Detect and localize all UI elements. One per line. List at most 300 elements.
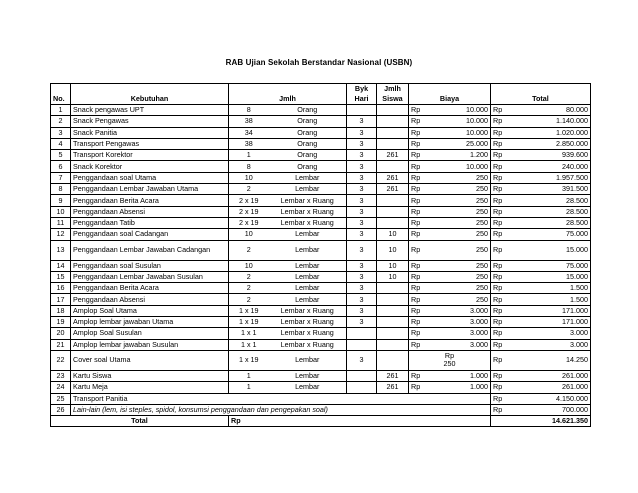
row-item: Amplop lembar jawaban Susulan: [71, 339, 229, 350]
row-qty: 2: [229, 271, 269, 282]
row-hari: 3: [347, 294, 377, 305]
row-item: Transport Pengawas: [71, 138, 229, 149]
row-hari: 3: [347, 138, 377, 149]
row-biaya-currency: Rp: [409, 217, 429, 228]
row-total: 75.000: [511, 229, 591, 240]
row-total-currency: Rp: [491, 172, 511, 183]
table-row: [51, 271, 591, 282]
row-qty: 2: [229, 184, 269, 195]
row-total: 261.000: [511, 382, 591, 393]
row-total-currency: Rp: [491, 404, 511, 415]
row-total-currency: Rp: [491, 271, 511, 282]
row-total: 1.140.000: [511, 116, 591, 127]
row-hari: 3: [347, 229, 377, 240]
table-row: [51, 305, 591, 316]
header-biaya: Biaya: [409, 94, 491, 105]
table-row: [51, 283, 591, 294]
row-hari: 3: [347, 260, 377, 271]
header-spacer: [409, 84, 429, 95]
row-item: Transport Panitia: [71, 393, 491, 404]
row-number: 4: [51, 138, 71, 149]
row-biaya-currency: Rp: [409, 138, 429, 149]
row-item: Snack pengawas UPT: [71, 105, 229, 116]
table-row: [51, 294, 591, 305]
table-row: [51, 393, 591, 404]
row-biaya: 250: [429, 271, 491, 282]
header-jmlh-siswa-top: Jmlh: [377, 84, 409, 95]
row-total: 1.957.500: [511, 172, 591, 183]
row-qty: 10: [229, 172, 269, 183]
row-item: Penggandaan Absensi: [71, 294, 229, 305]
row-total-currency: Rp: [491, 116, 511, 127]
row-qty: 8: [229, 105, 269, 116]
table-row: [51, 328, 591, 339]
row-qty: 1 x 19: [229, 350, 269, 370]
row-total: 15.000: [511, 271, 591, 282]
row-siswa: 10: [377, 271, 409, 282]
row-number: 23: [51, 370, 71, 381]
row-biaya: 250: [429, 184, 491, 195]
row-biaya-currency: Rp: [409, 172, 429, 183]
row-number: 21: [51, 339, 71, 350]
row-item: Amplop Soal Utama: [71, 305, 229, 316]
row-number: 1: [51, 105, 71, 116]
row-siswa: 261: [377, 184, 409, 195]
row-qty: 34: [229, 127, 269, 138]
header-row-2: [51, 94, 591, 105]
row-biaya-currency: Rp: [409, 339, 429, 350]
row-total: 3.000: [511, 339, 591, 350]
table-row: [51, 138, 591, 149]
row-qty: 1: [229, 370, 269, 381]
row-total: 1.020.000: [511, 127, 591, 138]
row-hari: 3: [347, 240, 377, 260]
row-siswa: [377, 305, 409, 316]
row-biaya: 25.000: [429, 138, 491, 149]
row-number: 16: [51, 283, 71, 294]
row-hari: 3: [347, 195, 377, 206]
row-biaya-currency: Rp: [409, 328, 429, 339]
row-siswa: [377, 283, 409, 294]
row-total: 4.150.000: [511, 393, 591, 404]
row-siswa: [377, 116, 409, 127]
row-hari: 3: [347, 271, 377, 282]
row-hari: 3: [347, 305, 377, 316]
row-item: Transport Korektor: [71, 150, 229, 161]
table-row: [51, 206, 591, 217]
budget-table: [50, 83, 591, 427]
row-total: 28.500: [511, 217, 591, 228]
total-label: Total: [51, 416, 229, 427]
row-unit: Lembar x Ruang: [269, 317, 347, 328]
row-total: 75.000: [511, 260, 591, 271]
row-total-currency: Rp: [491, 317, 511, 328]
row-item: Penggandaan soal Susulan: [71, 260, 229, 271]
row-qty: 1 x 1: [229, 339, 269, 350]
row-unit: Lembar: [269, 184, 347, 195]
row-siswa: [377, 294, 409, 305]
table-row: [51, 260, 591, 271]
row-number: 19: [51, 317, 71, 328]
row-hari: [347, 105, 377, 116]
table-row: [51, 404, 591, 415]
row-item: Penggandaan Absensi: [71, 206, 229, 217]
row-number: 10: [51, 206, 71, 217]
row-total: 171.000: [511, 317, 591, 328]
row-number: 6: [51, 161, 71, 172]
row-total-currency: Rp: [491, 283, 511, 294]
row-total: 3.000: [511, 328, 591, 339]
row-total-currency: Rp: [491, 138, 511, 149]
row-item: Snack Korektor: [71, 161, 229, 172]
header-spacer: [51, 84, 71, 95]
row-total-currency: Rp: [491, 350, 511, 370]
row-siswa: [377, 195, 409, 206]
row-qty: 38: [229, 116, 269, 127]
total-value: 14.621.350: [491, 416, 591, 427]
row-total-currency: Rp: [491, 294, 511, 305]
row-hari: [347, 370, 377, 381]
row-total-currency: Rp: [491, 305, 511, 316]
row-biaya-currency: Rp: [409, 271, 429, 282]
row-total-currency: Rp: [491, 184, 511, 195]
row-number: 26: [51, 404, 71, 415]
table-row: [51, 172, 591, 183]
row-unit: Orang: [269, 127, 347, 138]
row-unit: Orang: [269, 150, 347, 161]
row-biaya: 10.000: [429, 127, 491, 138]
row-biaya-currency: Rp: [409, 229, 429, 240]
row-biaya: 3.000: [429, 317, 491, 328]
row-siswa: 261: [377, 370, 409, 381]
total-row: [51, 416, 591, 427]
row-item: Snack Pengawas: [71, 116, 229, 127]
row-qty: 1: [229, 150, 269, 161]
row-biaya-currency: Rp: [409, 240, 429, 260]
row-biaya-currency: Rp: [409, 195, 429, 206]
row-hari: 3: [347, 283, 377, 294]
header-siswa: Siswa: [377, 94, 409, 105]
row-biaya: 1.000: [429, 370, 491, 381]
row-total-currency: Rp: [491, 206, 511, 217]
row-siswa: [377, 161, 409, 172]
row-qty: 1 x 1: [229, 328, 269, 339]
row-number: 18: [51, 305, 71, 316]
row-biaya: 250: [429, 172, 491, 183]
row-qty: 8: [229, 161, 269, 172]
row-siswa: [377, 138, 409, 149]
row-biaya-stacked: [409, 350, 491, 370]
table-row: [51, 229, 591, 240]
row-item: Penggandaan Lembar Jawaban Susulan: [71, 271, 229, 282]
row-total-currency: Rp: [491, 150, 511, 161]
row-number: 17: [51, 294, 71, 305]
row-hari: 3: [347, 206, 377, 217]
row-siswa: [377, 317, 409, 328]
row-biaya: 3.000: [429, 339, 491, 350]
header-spacer: [511, 84, 591, 95]
row-unit: Orang: [269, 116, 347, 127]
row-unit: Lembar x Ruang: [269, 305, 347, 316]
row-total: 2.850.000: [511, 138, 591, 149]
table-row: [51, 195, 591, 206]
row-unit: Lembar: [269, 229, 347, 240]
row-number: 20: [51, 328, 71, 339]
row-total-currency: Rp: [491, 127, 511, 138]
row-total-currency: Rp: [491, 370, 511, 381]
row-biaya: 250: [429, 294, 491, 305]
header-spacer: [491, 84, 511, 95]
row-unit: Lembar: [269, 350, 347, 370]
row-unit: Lembar x Ruang: [269, 206, 347, 217]
header-row-1: [51, 84, 591, 95]
row-hari: 3: [347, 217, 377, 228]
row-hari: 3: [347, 127, 377, 138]
row-biaya: 10.000: [429, 116, 491, 127]
row-item: Amplop Soal Susulan: [71, 328, 229, 339]
row-biaya: 250: [443, 359, 456, 369]
row-biaya-currency: Rp: [409, 305, 429, 316]
row-total: 1.500: [511, 294, 591, 305]
row-unit: Orang: [269, 138, 347, 149]
row-siswa: 10: [377, 260, 409, 271]
row-biaya: 250: [429, 206, 491, 217]
row-qty: 1: [229, 382, 269, 393]
row-total: 28.500: [511, 206, 591, 217]
row-biaya-currency: Rp: [409, 127, 429, 138]
header-total: Total: [491, 94, 591, 105]
row-qty: 1 x 19: [229, 305, 269, 316]
row-item: Kartu Siswa: [71, 370, 229, 381]
row-qty: 2 x 19: [229, 217, 269, 228]
row-biaya-currency: Rp: [409, 283, 429, 294]
row-total: 939.600: [511, 150, 591, 161]
row-total: 261.000: [511, 370, 591, 381]
row-unit: Lembar: [269, 271, 347, 282]
row-item: Lain-lain (lem, isi steples, spidol, konsumsi penggandaan dan pengepakan soal): [71, 404, 491, 415]
row-siswa: [377, 339, 409, 350]
row-total: 700.000: [511, 404, 591, 415]
row-qty: 2: [229, 240, 269, 260]
table-row: [51, 240, 591, 260]
row-siswa: [377, 350, 409, 370]
row-siswa: 261: [377, 150, 409, 161]
row-number: 8: [51, 184, 71, 195]
row-total: 1.500: [511, 283, 591, 294]
row-biaya-currency: Rp: [409, 294, 429, 305]
row-hari: 3: [347, 172, 377, 183]
row-item: Kartu Meja: [71, 382, 229, 393]
table-row: [51, 150, 591, 161]
document-title: RAB Ujian Sekolah Berstandar Nasional (USBN): [225, 58, 413, 67]
row-number: 11: [51, 217, 71, 228]
row-item: Cover soal Utama: [71, 350, 229, 370]
row-total: 14.250: [511, 350, 591, 370]
row-unit: Lembar: [269, 172, 347, 183]
row-unit: Lembar: [269, 260, 347, 271]
row-total-currency: Rp: [491, 328, 511, 339]
row-unit: Lembar: [269, 370, 347, 381]
row-total: 15.000: [511, 240, 591, 260]
row-biaya-currency: Rp: [409, 161, 429, 172]
row-biaya: 250: [429, 240, 491, 260]
table-row: [51, 317, 591, 328]
row-number: 2: [51, 116, 71, 127]
row-biaya-currency: Rp: [409, 116, 429, 127]
row-biaya: 3.000: [429, 328, 491, 339]
row-unit: Lembar x Ruang: [269, 195, 347, 206]
row-hari: 3: [347, 116, 377, 127]
row-siswa: [377, 328, 409, 339]
row-biaya: 250: [429, 229, 491, 240]
row-number: 5: [51, 150, 71, 161]
row-biaya-currency: Rp: [409, 370, 429, 381]
row-hari: 3: [347, 161, 377, 172]
row-unit: Orang: [269, 105, 347, 116]
header-kebutuhan: Kebutuhan: [71, 94, 229, 105]
row-item: Penggandaan soal Utama: [71, 172, 229, 183]
row-biaya-currency: Rp: [409, 206, 429, 217]
header-byk: Byk: [347, 84, 377, 95]
row-total-currency: Rp: [491, 382, 511, 393]
row-number: 22: [51, 350, 71, 370]
row-total-currency: Rp: [491, 217, 511, 228]
row-unit: Lembar: [269, 240, 347, 260]
header-spacer: [229, 84, 269, 95]
row-total-currency: Rp: [491, 105, 511, 116]
table-row: [51, 217, 591, 228]
row-siswa: 10: [377, 240, 409, 260]
row-hari: [347, 382, 377, 393]
row-hari: 3: [347, 150, 377, 161]
row-biaya: 1.200: [429, 150, 491, 161]
table-row: [51, 184, 591, 195]
row-biaya-currency: Rp: [409, 260, 429, 271]
row-item: Amplop lembar jawaban Utama: [71, 317, 229, 328]
row-hari: [347, 328, 377, 339]
row-number: 12: [51, 229, 71, 240]
header-jmlh: Jmlh: [229, 94, 347, 105]
row-siswa: [377, 206, 409, 217]
row-item: Penggandaan Berita Acara: [71, 283, 229, 294]
row-item: Penggandaan Berita Acara: [71, 195, 229, 206]
row-number: 9: [51, 195, 71, 206]
row-biaya: 3.000: [429, 305, 491, 316]
row-siswa: [377, 105, 409, 116]
row-number: 3: [51, 127, 71, 138]
row-qty: 2: [229, 283, 269, 294]
row-total-currency: Rp: [491, 195, 511, 206]
row-qty: 2 x 19: [229, 195, 269, 206]
row-total: 80.000: [511, 105, 591, 116]
row-total-currency: Rp: [491, 339, 511, 350]
row-biaya: 250: [429, 260, 491, 271]
table-row: [51, 382, 591, 393]
row-siswa: 261: [377, 382, 409, 393]
row-total-currency: Rp: [491, 260, 511, 271]
row-total-currency: Rp: [491, 229, 511, 240]
row-number: 7: [51, 172, 71, 183]
row-unit: Lembar x Ruang: [269, 217, 347, 228]
row-siswa: 10: [377, 229, 409, 240]
row-unit: Lembar x Ruang: [269, 339, 347, 350]
row-biaya: 250: [429, 283, 491, 294]
row-total-currency: Rp: [491, 240, 511, 260]
row-hari: [347, 339, 377, 350]
row-hari: 3: [347, 350, 377, 370]
row-number: 24: [51, 382, 71, 393]
row-total: 391.500: [511, 184, 591, 195]
row-qty: 2 x 19: [229, 206, 269, 217]
row-number: 14: [51, 260, 71, 271]
row-number: 25: [51, 393, 71, 404]
row-unit: Lembar x Ruang: [269, 328, 347, 339]
row-biaya-currency: Rp: [409, 317, 429, 328]
row-biaya-currency: Rp: [444, 351, 455, 361]
row-qty: 2: [229, 294, 269, 305]
header-spacer: [269, 84, 347, 95]
row-biaya: 250: [429, 195, 491, 206]
table-row: [51, 116, 591, 127]
row-total-currency: Rp: [491, 393, 511, 404]
row-qty: 1 x 19: [229, 317, 269, 328]
table-row: [51, 350, 591, 370]
row-item: Penggandaan Lembar Jawaban Cadangan: [71, 240, 229, 260]
row-unit: Lembar: [269, 382, 347, 393]
table-row: [51, 339, 591, 350]
row-biaya-currency: Rp: [409, 382, 429, 393]
total-rp: Rp: [229, 416, 491, 427]
row-unit: Lembar: [269, 283, 347, 294]
row-number: 13: [51, 240, 71, 260]
row-hari: 3: [347, 184, 377, 195]
table-row: [51, 127, 591, 138]
row-siswa: 261: [377, 172, 409, 183]
row-item: Penggandaan Lembar Jawaban Utama: [71, 184, 229, 195]
table-row: [51, 105, 591, 116]
header-hari: Hari: [347, 94, 377, 105]
row-qty: 10: [229, 229, 269, 240]
row-number: 15: [51, 271, 71, 282]
row-hari: 3: [347, 317, 377, 328]
row-total: 28.500: [511, 195, 591, 206]
row-total: 171.000: [511, 305, 591, 316]
row-item: Penggandaan Tatib: [71, 217, 229, 228]
header-spacer: [71, 84, 229, 95]
table-row: [51, 161, 591, 172]
table-row: [51, 370, 591, 381]
row-qty: 38: [229, 138, 269, 149]
row-siswa: [377, 217, 409, 228]
row-biaya-currency: Rp: [409, 105, 429, 116]
row-total: 240.000: [511, 161, 591, 172]
row-qty: 10: [229, 260, 269, 271]
header-no: No.: [51, 94, 71, 105]
row-biaya: 1.000: [429, 382, 491, 393]
row-biaya-currency: Rp: [409, 184, 429, 195]
row-total-currency: Rp: [491, 161, 511, 172]
row-item: Penggandaan soal Cadangan: [71, 229, 229, 240]
row-item: Snack Panitia: [71, 127, 229, 138]
row-biaya-currency: Rp: [409, 150, 429, 161]
header-spacer: [429, 84, 491, 95]
row-siswa: [377, 127, 409, 138]
row-biaya: 10.000: [429, 161, 491, 172]
row-unit: Lembar: [269, 294, 347, 305]
row-biaya: 10.000: [429, 105, 491, 116]
row-unit: Orang: [269, 161, 347, 172]
row-biaya: 250: [429, 217, 491, 228]
